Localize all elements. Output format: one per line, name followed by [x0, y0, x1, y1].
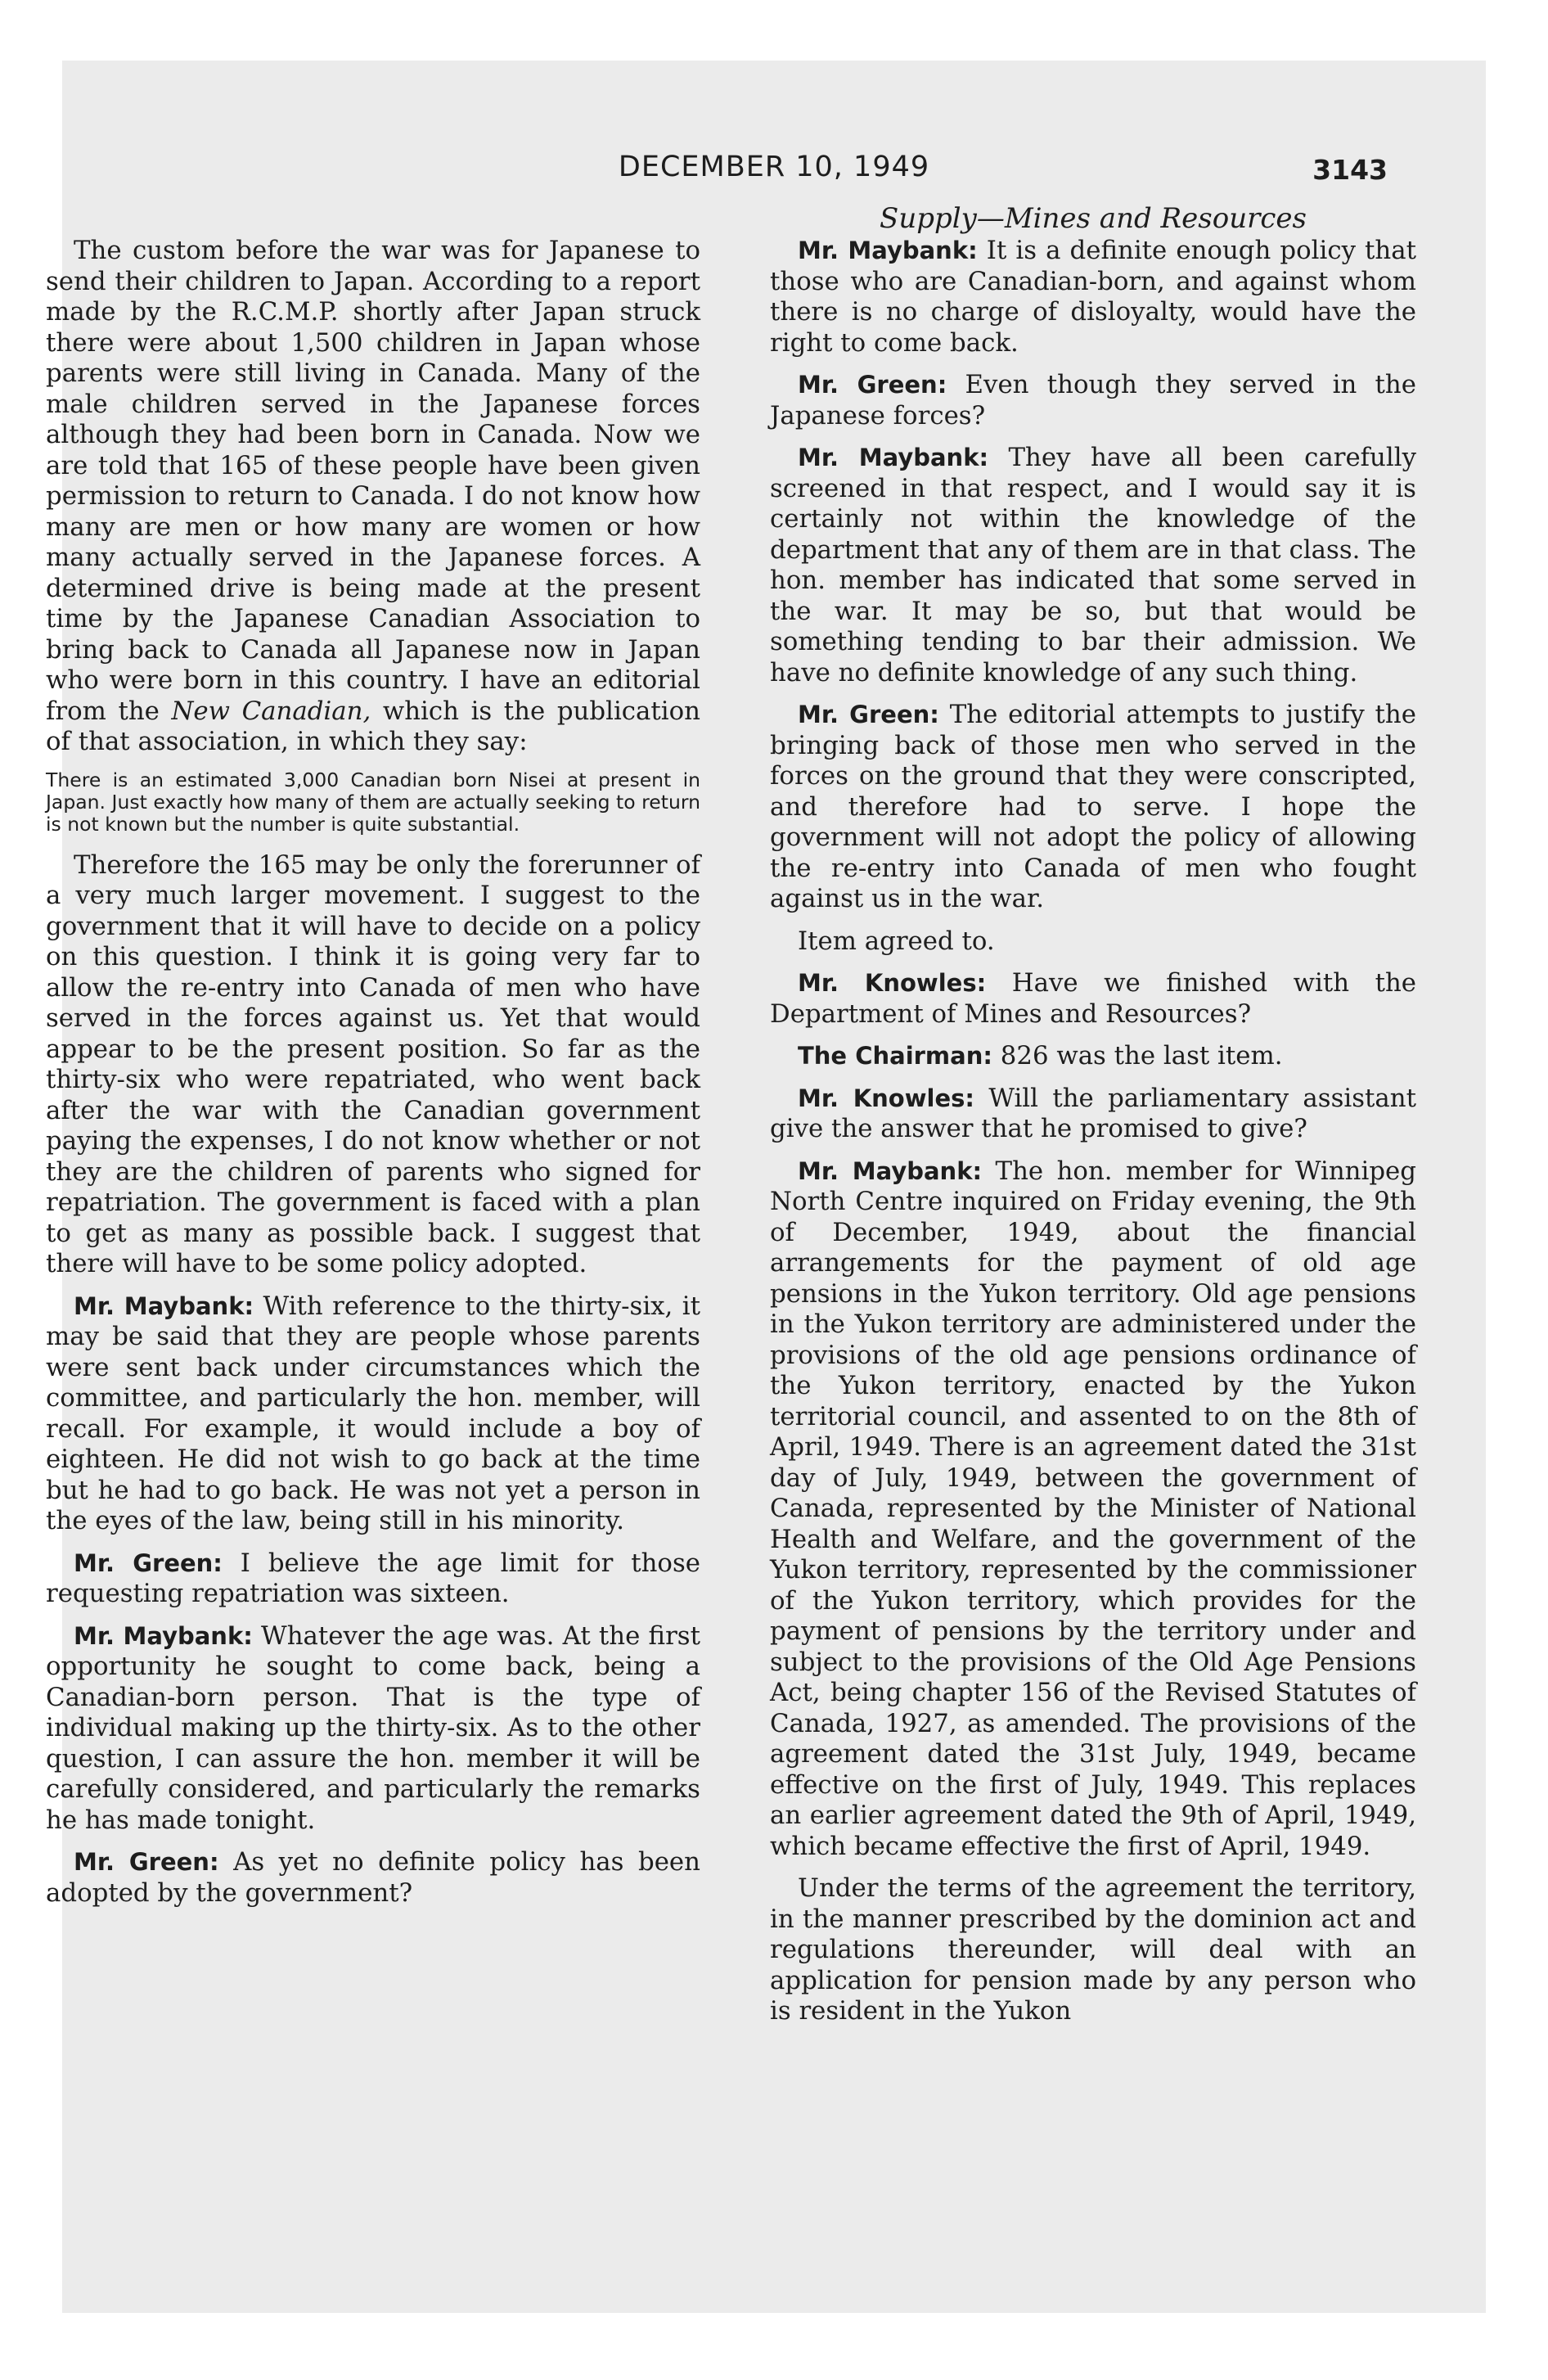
speech: Mr. Green: I believe the age limit for those requesting repatriation was sixteen.: [46, 1548, 700, 1608]
speech: Mr. Maybank: It is a definite enough policy that those who are Canadian-born, and against whom there is no charge of disloyalty, would have the right to come back.: [770, 236, 1417, 358]
speech: Mr. Knowles: Have we finished with the Department of Mines and Resources?: [770, 968, 1417, 1029]
speaker-name: Mr. Green:: [798, 701, 939, 728]
speech: Mr. Maybank: Whatever the age was. At the first opportunity he sought to come back, being a Canadian-born person. That is the type of individual making up the thirty-six. As to the other question, I can assure the hon. member it will be carefully considered, and particularly the remarks he has made tonight.: [46, 1620, 700, 1835]
section-subheading: Supply—Mines and Resources: [880, 202, 1307, 235]
speech: Mr. Green: As yet no definite policy has been adopted by the government?: [46, 1847, 700, 1908]
block-quote: There is an estimated 3,000 Canadian born Nisei at present in Japan. Just exactly how many of them are actually seeking to return is not known but the number is quite substantial.: [46, 768, 700, 836]
procedural-note: Item agreed to.: [798, 926, 995, 956]
paragraph: Therefore the 165 may be only the forerunner of a very much larger movement. I suggest to the government that it will have to decide on a policy on this question. I think it is going very far to allow the re-entry into Canada of men who have served in the forces against us. Yet that would appear to be the present position. So far as the thirty-six who were repatriated, who went back after the war with the Canadian government paying the expenses, I do not know whether or not they are the children of parents who signed for repatriation. The government is faced with a plan to get as many as possible back. I suggest that there will have to be some policy adopted.: [46, 850, 700, 1278]
paragraph: The custom before the war was for Japanese to send their children to Japan. According to a report made by the R.C.M.P. shortly after Japan struck there were about 1,500 children in Japan whose parents were still living in Canada. Many of the male children served in the Japanese forces although they had been born in Canada. Now we are told that 165 of these people have been given permission to return to Canada. I do not know how many are men or how many are women or how many actually served in the Japanese forces. A determined drive is being made at the present time by the Japanese Canadian Association to bring back to Canada all Japanese now in Japan who were born in this country. I have an editorial from the New Canadian, which is the publication of that association, in which they say:: [46, 236, 700, 756]
speech: Mr. Knowles: Will the parliamentary assistant give the answer that he promised to give?: [770, 1083, 1417, 1143]
speaker-name: Mr. Knowles:: [798, 969, 987, 997]
speech: Mr. Green: The editorial attempts to justify the bringing back of those men who served in the forces on the ground that they were conscripted, and therefore had to serve. I hope the government will not adopt the policy of allowing the re-entry into Canada of men who fought against us in the war.: [770, 700, 1416, 913]
speaker-name: Mr. Maybank:: [74, 1291, 254, 1320]
page-number: 3143: [1312, 154, 1388, 186]
page-date: DECEMBER 10, 1949: [618, 151, 930, 183]
right-column: [770, 201, 1416, 2039]
speaker-name: Mr. Maybank:: [798, 1156, 983, 1185]
paragraph: Under the terms of the agreement the territory, in the manner prescribed by the dominion act and regulations thereunder, will deal with an application for pension made by any person who is resident in the Yukon: [770, 1873, 1416, 2026]
scanned-page: [46, 61, 1486, 2313]
page-header: [62, 151, 1486, 192]
speaker-name: The Chairman:: [798, 1042, 992, 1070]
speaker-name: Mr. Green:: [74, 1548, 223, 1577]
speaker-name: Mr. Maybank:: [798, 237, 978, 264]
speaker-name: Mr. Green:: [74, 1848, 219, 1876]
speech: Mr. Maybank: They have all been carefully screened in that respect, and I would say it is certainly not within the knowledge of the department that any of them are in that class. The hon. member has indicated that some served in the war. It may be so, but that would be something tending to bar their admission. We have no definite knowledge of any such thing.: [770, 443, 1416, 687]
speaker-name: Mr. Knowles:: [798, 1084, 974, 1112]
left-column: [46, 201, 700, 1920]
speaker-name: Mr. Maybank:: [74, 1621, 253, 1650]
speech: The Chairman: 826 was the last item.: [798, 1041, 1283, 1071]
speech: Mr. Maybank: With reference to the thirty-six, it may be said that they are people whose parents were sent back under circumstances which the committee, and particularly the hon. member, will recall. For example, it would include a boy of eighteen. He did not wish to go back at the time but he had to go back. He was not yet a person in the eyes of the law, being still in his minority.: [46, 1291, 700, 1535]
speech: Mr. Maybank: The hon. member for Winnipeg North Centre inquired on Friday evening, the 9th of December, 1949, about the financial arrangements for the payment of old age pensions in the Yukon territory. Old age pensions in the Yukon territory are administered under the provisions of the old age pensions ordinance of the Yukon territory, enacted by the Yukon territorial council, and assented to on the 8th of April, 1949. There is an agreement dated the 31st day of July, 1949, between the government of Canada, represented by the Minister of National Health and Welfare, and the government of the Yukon territory, represented by the commissioner of the Yukon territory, which provides for the payment of pensions by the territory under and subject to the provisions of the Old Age Pensions Act, being chapter 156 of the Revised Statutes of Canada, 1927, as amended. The provisions of the agreement dated the 31st July, 1949, became effective on the first of July, 1949. This replaces an earlier agreement dated the 9th of April, 1949, which became effective the first of April, 1949.: [770, 1156, 1416, 1861]
speaker-name: Mr. Maybank:: [798, 444, 989, 471]
speech: Mr. Green: Even though they served in the Japanese forces?: [770, 370, 1416, 430]
speaker-name: Mr. Green:: [798, 371, 947, 399]
